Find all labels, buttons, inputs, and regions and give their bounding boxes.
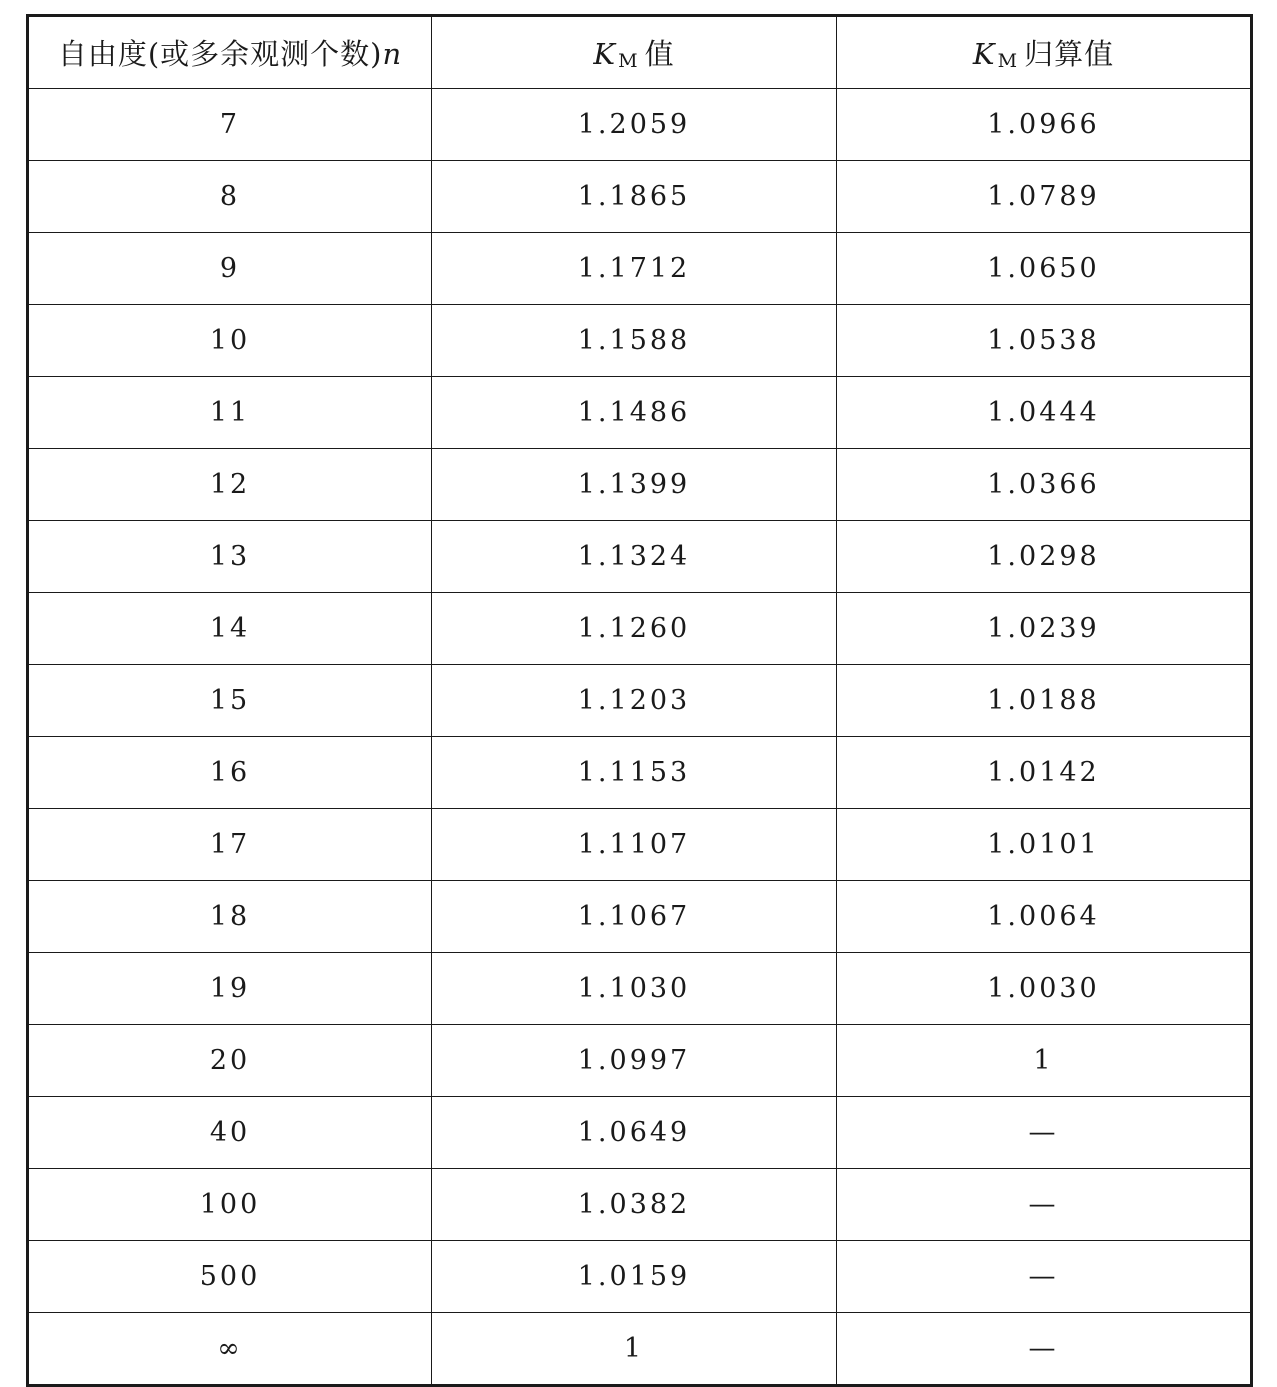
cell-km-value: 1.0649 — [432, 1097, 837, 1169]
table-row — [28, 449, 1252, 521]
cell-n: 12 — [28, 449, 432, 521]
cell-km-reduced: 1.0650 — [837, 233, 1252, 305]
cell-km-value: 1.0382 — [432, 1169, 837, 1241]
table-row — [28, 89, 1252, 161]
cell-km-reduced: 1.0030 — [837, 953, 1252, 1025]
cell-km-value: 1.1260 — [432, 593, 837, 665]
cell-km-reduced: 1.0188 — [837, 665, 1252, 737]
table-row — [28, 1169, 1252, 1241]
table-row — [28, 1313, 1252, 1386]
cell-km-reduced: 1.0966 — [837, 89, 1252, 161]
cell-km-reduced: 1 — [837, 1025, 1252, 1097]
header-col2-subscript: M — [618, 50, 639, 72]
header-col3-label: 归算值 — [1024, 37, 1115, 71]
header-degrees-of-freedom — [28, 16, 432, 89]
header-km-value — [432, 16, 837, 89]
cell-n: 19 — [28, 953, 432, 1025]
table-row — [28, 521, 1252, 593]
cell-n: 14 — [28, 593, 432, 665]
cell-n: ∞ — [28, 1313, 432, 1386]
cell-km-reduced: — — [837, 1169, 1252, 1241]
cell-n: 11 — [28, 377, 432, 449]
cell-km-value: 1.1712 — [432, 233, 837, 305]
cell-n: 9 — [28, 233, 432, 305]
table-row — [28, 233, 1252, 305]
table-row — [28, 1241, 1252, 1313]
cell-n: 100 — [28, 1169, 432, 1241]
cell-km-reduced: 1.0239 — [837, 593, 1252, 665]
cell-km-value: 1.0997 — [432, 1025, 837, 1097]
cell-n: 8 — [28, 161, 432, 233]
cell-km-value: 1.1203 — [432, 665, 837, 737]
table-row — [28, 161, 1252, 233]
table-row — [28, 737, 1252, 809]
table-header-row — [28, 16, 1252, 89]
cell-km-value: 1.1399 — [432, 449, 837, 521]
header-km-reduced-value — [837, 16, 1252, 89]
cell-n: 16 — [28, 737, 432, 809]
cell-km-reduced: 1.0444 — [837, 377, 1252, 449]
cell-n: 7 — [28, 89, 432, 161]
cell-km-reduced: — — [837, 1313, 1252, 1386]
cell-km-value: 1.1107 — [432, 809, 837, 881]
cell-km-value: 1.1067 — [432, 881, 837, 953]
header-col3-subscript: M — [997, 50, 1019, 72]
cell-km-value: 1.2059 — [432, 89, 837, 161]
header-col2-label: 值 — [644, 37, 675, 71]
cell-n: 20 — [28, 1025, 432, 1097]
cell-km-value: 1.1153 — [432, 737, 837, 809]
table-row — [28, 377, 1252, 449]
cell-n: 10 — [28, 305, 432, 377]
cell-km-value: 1.1324 — [432, 521, 837, 593]
cell-n: 500 — [28, 1241, 432, 1313]
cell-km-reduced: 1.0298 — [837, 521, 1252, 593]
cell-km-value: 1.1865 — [432, 161, 837, 233]
cell-n: 40 — [28, 1097, 432, 1169]
cell-km-reduced: — — [837, 1097, 1252, 1169]
cell-km-reduced: 1.0538 — [837, 305, 1252, 377]
header-col1-text: 自由度(或多余观测个数) — [57, 37, 383, 71]
cell-n: 13 — [28, 521, 432, 593]
cell-n: 17 — [28, 809, 432, 881]
km-table — [26, 14, 1253, 1387]
table-row — [28, 1025, 1252, 1097]
header-col3-symbol: K — [972, 37, 996, 71]
cell-km-reduced: 1.0064 — [837, 881, 1252, 953]
cell-km-value: 1 — [432, 1313, 837, 1386]
cell-n: 18 — [28, 881, 432, 953]
cell-km-reduced: 1.0142 — [837, 737, 1252, 809]
cell-km-value: 1.1486 — [432, 377, 837, 449]
header-col1-var: n — [382, 37, 403, 71]
cell-km-value: 1.1030 — [432, 953, 837, 1025]
header-col2-symbol: K — [593, 37, 617, 71]
table-row — [28, 305, 1252, 377]
cell-km-value: 1.0159 — [432, 1241, 837, 1313]
cell-km-reduced: 1.0101 — [837, 809, 1252, 881]
cell-km-reduced: — — [837, 1241, 1252, 1313]
cell-km-value: 1.1588 — [432, 305, 837, 377]
cell-n: 15 — [28, 665, 432, 737]
table-body — [28, 89, 1252, 1386]
table-row — [28, 593, 1252, 665]
table-row — [28, 809, 1252, 881]
cell-km-reduced: 1.0366 — [837, 449, 1252, 521]
table-row — [28, 953, 1252, 1025]
cell-km-reduced: 1.0789 — [837, 161, 1252, 233]
table-row — [28, 1097, 1252, 1169]
table-row — [28, 881, 1252, 953]
table-row — [28, 665, 1252, 737]
